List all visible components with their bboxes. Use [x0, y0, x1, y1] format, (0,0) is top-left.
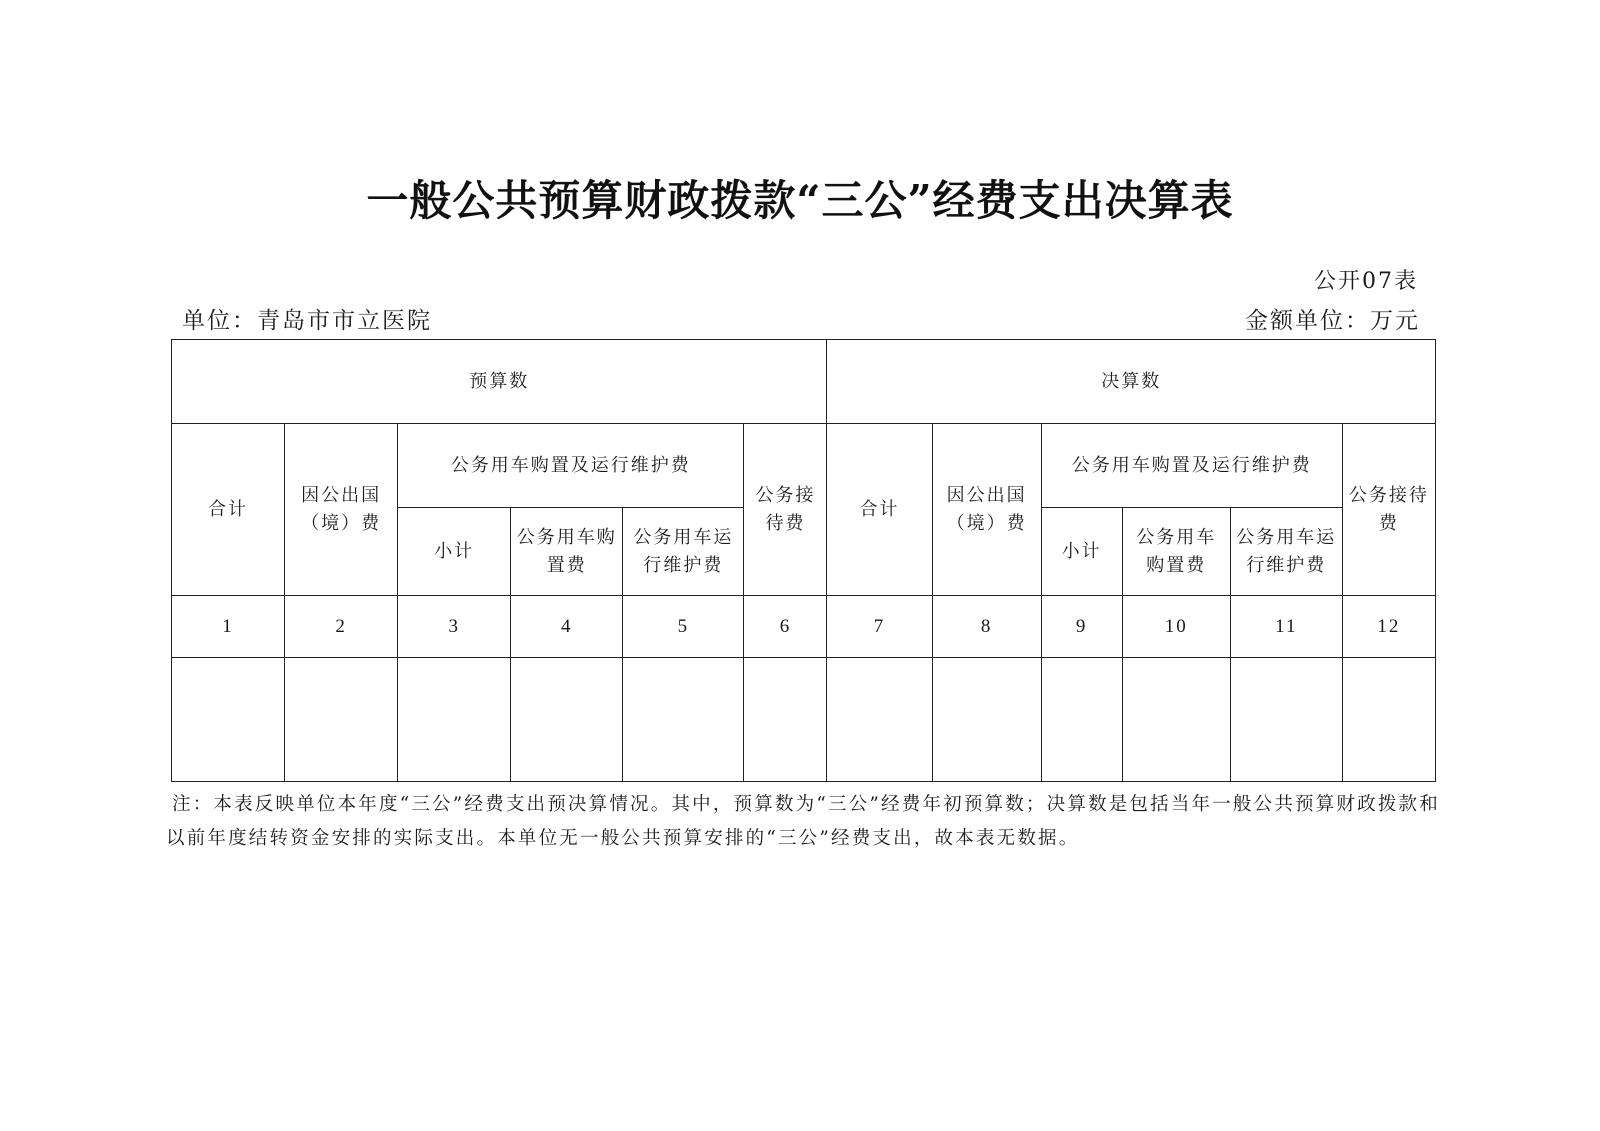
budget-abroad-header: 因公出国（境）费 — [285, 424, 398, 596]
data-cell — [1230, 658, 1342, 782]
budget-subtotal-header: 小计 — [398, 508, 511, 596]
data-cell — [172, 658, 285, 782]
final-abroad-header: 因公出国（境）费 — [932, 424, 1041, 596]
data-cell — [1342, 658, 1435, 782]
final-total-header: 合计 — [827, 424, 932, 596]
column-number: 3 — [398, 596, 511, 658]
data-cell — [932, 658, 1041, 782]
amount-unit-label: 金额单位：万元 — [1245, 308, 1420, 334]
table-row — [172, 658, 1436, 782]
final-subtotal-header: 小计 — [1041, 508, 1122, 596]
page-title: 一般公共预算财政拨款“三公”经费支出决算表 — [366, 176, 1234, 225]
final-header: 决算数 — [827, 340, 1436, 424]
data-cell — [511, 658, 623, 782]
unit-label: 单位：青岛市市立医院 — [182, 308, 432, 334]
budget-header: 预算数 — [172, 340, 827, 424]
column-number: 9 — [1041, 596, 1122, 658]
data-cell — [827, 658, 932, 782]
header-row-2 — [172, 424, 1436, 508]
budget-reception-header: 公务接待费 — [744, 424, 827, 596]
final-vehicle-operation-header: 公务用车运行维护费 — [1230, 508, 1342, 596]
final-vehicle-purchase-header: 公务用车购置费 — [1122, 508, 1230, 596]
data-cell — [623, 658, 744, 782]
column-number: 7 — [827, 596, 932, 658]
data-cell — [1122, 658, 1230, 782]
final-reception-header: 公务接待费 — [1342, 424, 1435, 596]
column-number: 2 — [285, 596, 398, 658]
data-cell — [744, 658, 827, 782]
column-number: 5 — [623, 596, 744, 658]
column-number: 4 — [511, 596, 623, 658]
column-number: 10 — [1122, 596, 1230, 658]
final-vehicle-group-header: 公务用车购置及运行维护费 — [1041, 424, 1342, 508]
column-number: 11 — [1230, 596, 1342, 658]
form-number: 公开07表 — [1314, 269, 1418, 294]
data-cell — [285, 658, 398, 782]
budget-vehicle-purchase-header: 公务用车购置费 — [511, 508, 623, 596]
data-cell — [1041, 658, 1122, 782]
table-note: 注：本表反映单位本年度“三公”经费支出预决算情况。其中，预算数为“三公”经费年初预算数；决算数是包括当年一般公共预算财政拨款和以前年度结转资金安排的实际支出。本单位无一般公共预算安排的“三公”经费支出，故本表无数据。 — [166, 794, 1440, 849]
column-number-row — [172, 596, 1436, 658]
budget-vehicle-operation-header: 公务用车运行维护费 — [623, 508, 744, 596]
column-number: 1 — [172, 596, 285, 658]
column-number: 8 — [932, 596, 1041, 658]
budget-vehicle-group-header: 公务用车购置及运行维护费 — [398, 424, 744, 508]
three-public-expenses-table — [171, 339, 1436, 782]
budget-total-header: 合计 — [172, 424, 285, 596]
data-cell — [398, 658, 511, 782]
column-number: 12 — [1342, 596, 1435, 658]
header-row-1 — [172, 340, 1436, 424]
column-number: 6 — [744, 596, 827, 658]
